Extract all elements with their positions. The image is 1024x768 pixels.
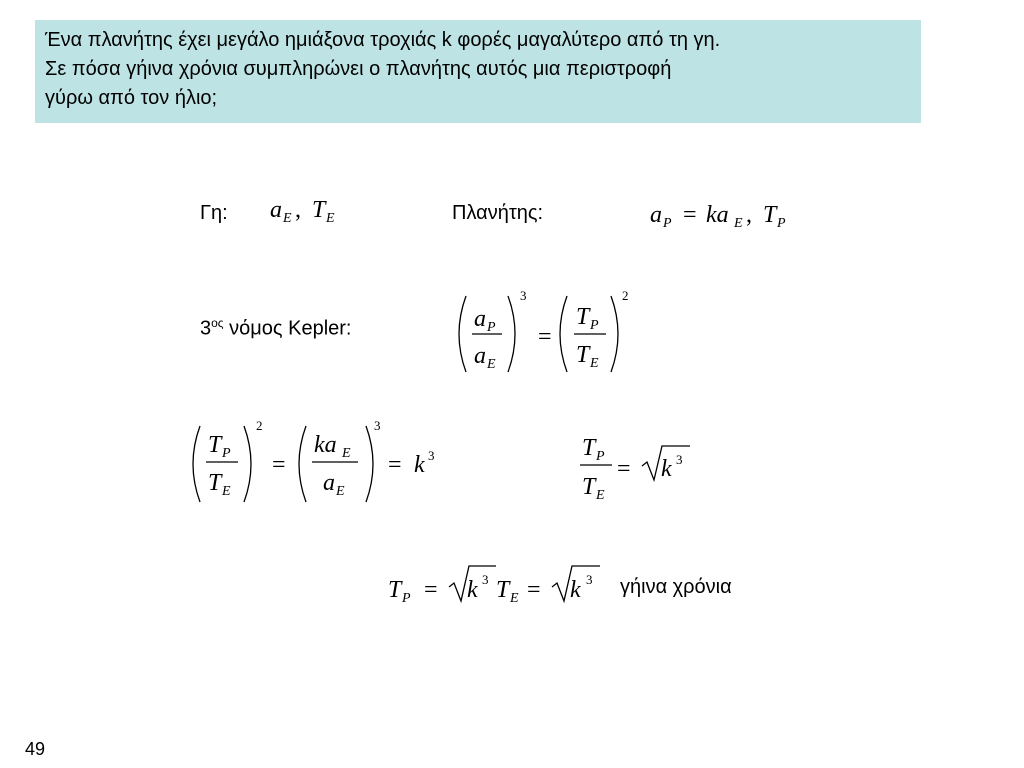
svg-text:a: a [270, 197, 282, 223]
svg-text:E: E [734, 216, 743, 231]
svg-text:E: E [326, 211, 335, 226]
earth-formula [270, 197, 335, 226]
svg-text:,: , [295, 197, 301, 223]
svg-text:3: 3 [482, 572, 489, 587]
svg-text:a: a [474, 306, 486, 332]
svg-text:P: P [402, 591, 411, 606]
svg-text:E: E [336, 484, 345, 499]
earth-years-label: γήινα χρόνια [620, 576, 732, 598]
svg-text:T: T [208, 470, 222, 496]
svg-text:,: , [746, 202, 752, 228]
svg-text:3: 3 [374, 418, 381, 433]
law-number: 3 [200, 317, 212, 340]
svg-text:T: T [388, 577, 402, 603]
svg-text:P: P [777, 216, 786, 231]
svg-text:a: a [323, 470, 335, 496]
svg-text:E: E [487, 357, 496, 372]
svg-text:T: T [576, 342, 590, 368]
svg-text:k: k [467, 577, 478, 603]
kepler-law-formula [459, 288, 629, 372]
svg-text:P: P [487, 320, 496, 335]
planet-label: Πλανήτης: [452, 202, 544, 224]
svg-text:=: = [683, 202, 697, 228]
svg-text:E: E [596, 488, 605, 503]
svg-text:=: = [538, 324, 552, 350]
svg-text:T: T [496, 577, 510, 603]
svg-text:T: T [208, 432, 222, 458]
svg-text:k: k [570, 577, 581, 603]
svg-text:E: E [283, 211, 292, 226]
svg-text:=: = [617, 456, 631, 482]
svg-text:T: T [312, 197, 326, 223]
svg-text:T: T [582, 435, 596, 461]
svg-text:=: = [272, 452, 286, 478]
svg-text:=: = [424, 577, 438, 603]
svg-text:3: 3 [428, 448, 435, 463]
svg-text:P: P [222, 446, 231, 461]
slide-number: 49 [25, 739, 46, 759]
svg-text:P: P [596, 449, 605, 464]
problem-line-2: Σε πόσα γήινα χρόνια συμπληρώνει ο πλανήτης αυτός μια περιστροφή [45, 58, 672, 80]
ratio-formula [580, 435, 690, 503]
problem-line-1: Ένα πλανήτης έχει μεγάλο ημιάξονα τροχιάς k φορές μαγαλύτερο από τη γη. [45, 29, 721, 51]
svg-text:2: 2 [256, 418, 263, 433]
svg-text:E: E [590, 356, 599, 371]
svg-text:a: a [650, 202, 662, 228]
svg-text:=: = [388, 452, 402, 478]
svg-text:T: T [763, 202, 777, 228]
svg-text:a: a [474, 343, 486, 369]
final-formula [388, 566, 600, 606]
problem-line-3: γύρω από τον ήλιο; [45, 87, 218, 109]
planet-formula [650, 202, 786, 231]
svg-text:2: 2 [622, 288, 629, 303]
svg-text:P: P [590, 318, 599, 333]
svg-text:ka: ka [314, 432, 337, 458]
law-name: νόμος Kepler: [223, 317, 352, 340]
svg-text:3: 3 [676, 452, 683, 467]
law-ordinal-suffix: ος [211, 316, 224, 330]
svg-text:=: = [527, 577, 541, 603]
svg-text:3: 3 [520, 288, 527, 303]
derivation-formula [193, 418, 435, 502]
svg-text:T: T [576, 304, 590, 330]
svg-text:E: E [510, 591, 519, 606]
svg-text:E: E [342, 446, 351, 461]
svg-text:ka: ka [706, 202, 729, 228]
svg-text:k: k [661, 456, 672, 482]
svg-text:k: k [414, 452, 425, 478]
earth-label: Γη: [200, 202, 228, 224]
svg-text:T: T [582, 474, 596, 500]
svg-text:P: P [663, 216, 672, 231]
svg-text:3: 3 [586, 572, 593, 587]
svg-text:E: E [222, 484, 231, 499]
